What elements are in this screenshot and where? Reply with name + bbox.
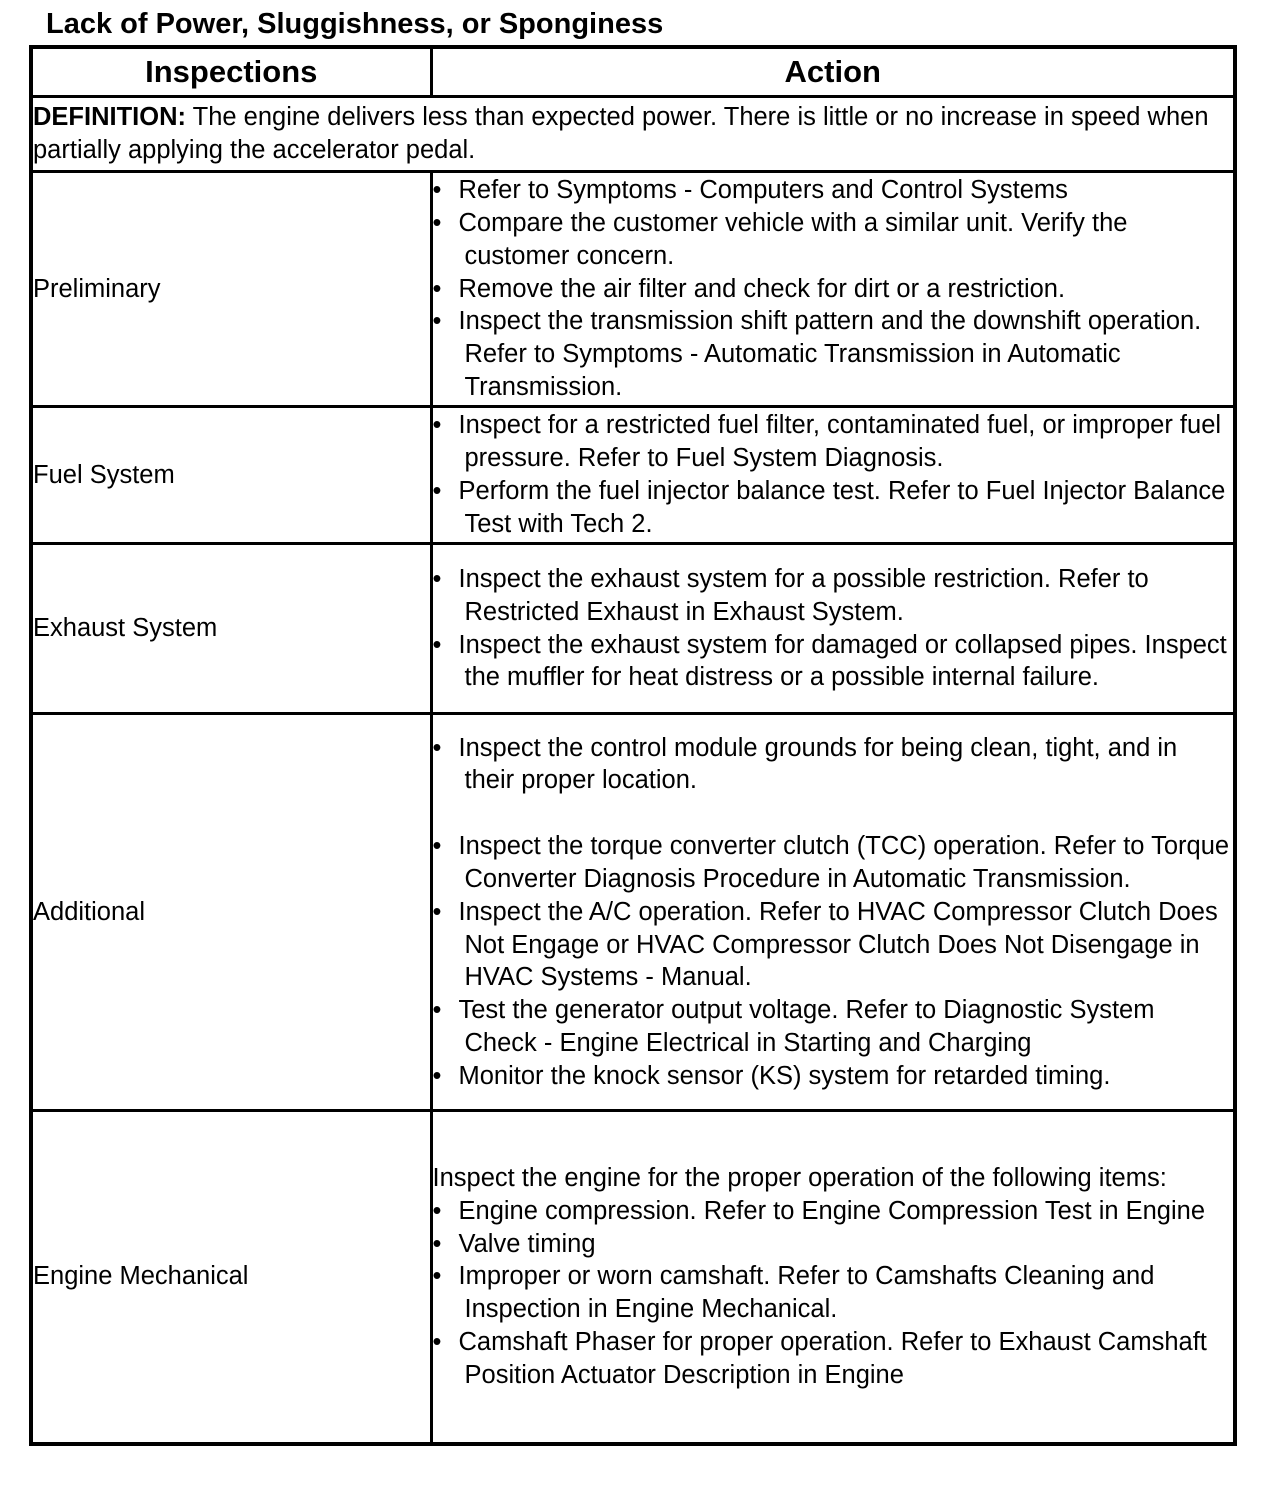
action-cell — [431, 1111, 1235, 1444]
bullet-icon: • — [432, 176, 442, 205]
definition-cell — [31, 97, 1235, 172]
action-list — [433, 409, 1234, 540]
table-row — [31, 714, 1235, 1111]
bullet-icon: • — [432, 1327, 442, 1356]
bullet-icon: • — [432, 1229, 442, 1258]
inspection-cell: Fuel System — [31, 407, 431, 544]
action-item: • Perform the fuel injector balance test. Refer to Fuel Injector Balance Test with Tech 2. — [432, 477, 1226, 538]
action-cell — [431, 714, 1235, 1111]
action-item: • Refer to Symptoms - Computers and Control Systems — [433, 174, 1234, 207]
action-cell — [431, 544, 1235, 714]
action-item: • Valve timing — [433, 1228, 1234, 1261]
action-cell — [431, 172, 1235, 407]
inspection-cell: Additional — [31, 714, 431, 1111]
action-item: • Inspect the torque converter clutch (TCC) operation. Refer to Torque Converter Diagnosis Procedure in Automatic Transmission. — [432, 832, 1230, 893]
action-item: • Inspect for a restricted fuel filter, contaminated fuel, or improper fuel pressure. Refer to Fuel System Diagnosis. — [432, 411, 1222, 473]
action-item: • Inspect the transmission shift pattern and the downshift operation. Refer to Symptoms - Automatic Transmission in Automatic Transmission. — [432, 307, 1202, 401]
action-item: • Inspect the exhaust system for a possible restriction. Refer to Restricted Exhaust in Exhaust System. — [432, 564, 1149, 626]
document-title: Lack of Power, Sluggishness, or Sponginess — [46, 8, 664, 40]
header-action: Action — [431, 47, 1235, 97]
action-item: • Inspect the exhaust system for damaged or collapsed pipes. Inspect the muffler for heat distress or a possible internal failure. — [432, 630, 1227, 692]
definition-text: The engine delivers less than expected power. There is little or no increase in speed when partially applying the accelerator pedal. — [33, 103, 1209, 164]
bullet-icon: • — [432, 1196, 442, 1225]
action-item: • Camshaft Phaser for proper operation. Refer to Exhaust Camshaft Position Actuator Description in Engine — [432, 1327, 1207, 1389]
bullet-icon: • — [432, 209, 442, 237]
action-list — [433, 563, 1234, 694]
action-item: • Monitor the knock sensor (KS) system for retarded timing. — [433, 1060, 1234, 1093]
action-item: • Inspect the control module grounds for being clean, tight, and in their proper location. — [432, 733, 1178, 795]
action-item: • Inspect the A/C operation. Refer to HVAC Compressor Clutch Does Not Engage or HVAC Compressor Clutch Does Not Disengage in HVAC Systems - Manual. — [432, 897, 1218, 992]
inspection-cell: Engine Mechanical — [31, 1111, 431, 1444]
action-list — [433, 1195, 1234, 1392]
action-item: • Improper or worn camshaft. Refer to Camshafts Cleaning and Inspection in Engine Mechanical. — [432, 1262, 1155, 1324]
header-row — [31, 47, 1235, 97]
bullet-icon: • — [432, 832, 442, 861]
action-intro: Inspect the engine for the proper operation of the following items: — [432, 1163, 1167, 1192]
bullet-icon: • — [432, 274, 442, 303]
action-cell — [431, 407, 1235, 544]
bullet-icon: • — [432, 1262, 442, 1291]
bullet-icon: • — [432, 630, 442, 659]
bullet-icon: • — [432, 996, 442, 1025]
bullet-icon: • — [432, 477, 442, 505]
bullet-icon: • — [432, 564, 442, 593]
table-row — [31, 544, 1235, 714]
table-row — [31, 407, 1235, 544]
inspection-cell: Preliminary — [31, 172, 431, 407]
action-item: • Engine compression. Refer to Engine Compression Test in Engine — [433, 1195, 1234, 1228]
action-list — [433, 174, 1234, 404]
bullet-icon: • — [432, 411, 442, 440]
definition-row — [31, 97, 1235, 172]
diagnosis-table — [29, 45, 1237, 1446]
definition-label: DEFINITION: — [33, 103, 186, 131]
action-list — [433, 732, 1234, 1093]
action-item: • Remove the air filter and check for dirt or a restriction. — [433, 273, 1234, 306]
bullet-icon: • — [432, 897, 442, 926]
bullet-icon: • — [432, 1061, 442, 1090]
bullet-icon: • — [432, 733, 442, 762]
table-row — [31, 172, 1235, 407]
header-inspections: Inspections — [31, 47, 431, 97]
table-row — [31, 1111, 1235, 1444]
action-item: • Compare the customer vehicle with a similar unit. Verify the customer concern. — [432, 209, 1128, 270]
bullet-icon: • — [432, 307, 442, 336]
inspection-cell: Exhaust System — [31, 544, 431, 714]
action-item: • Test the generator output voltage. Refer to Diagnostic System Check - Engine Electrical in Starting and Charging — [432, 996, 1155, 1057]
